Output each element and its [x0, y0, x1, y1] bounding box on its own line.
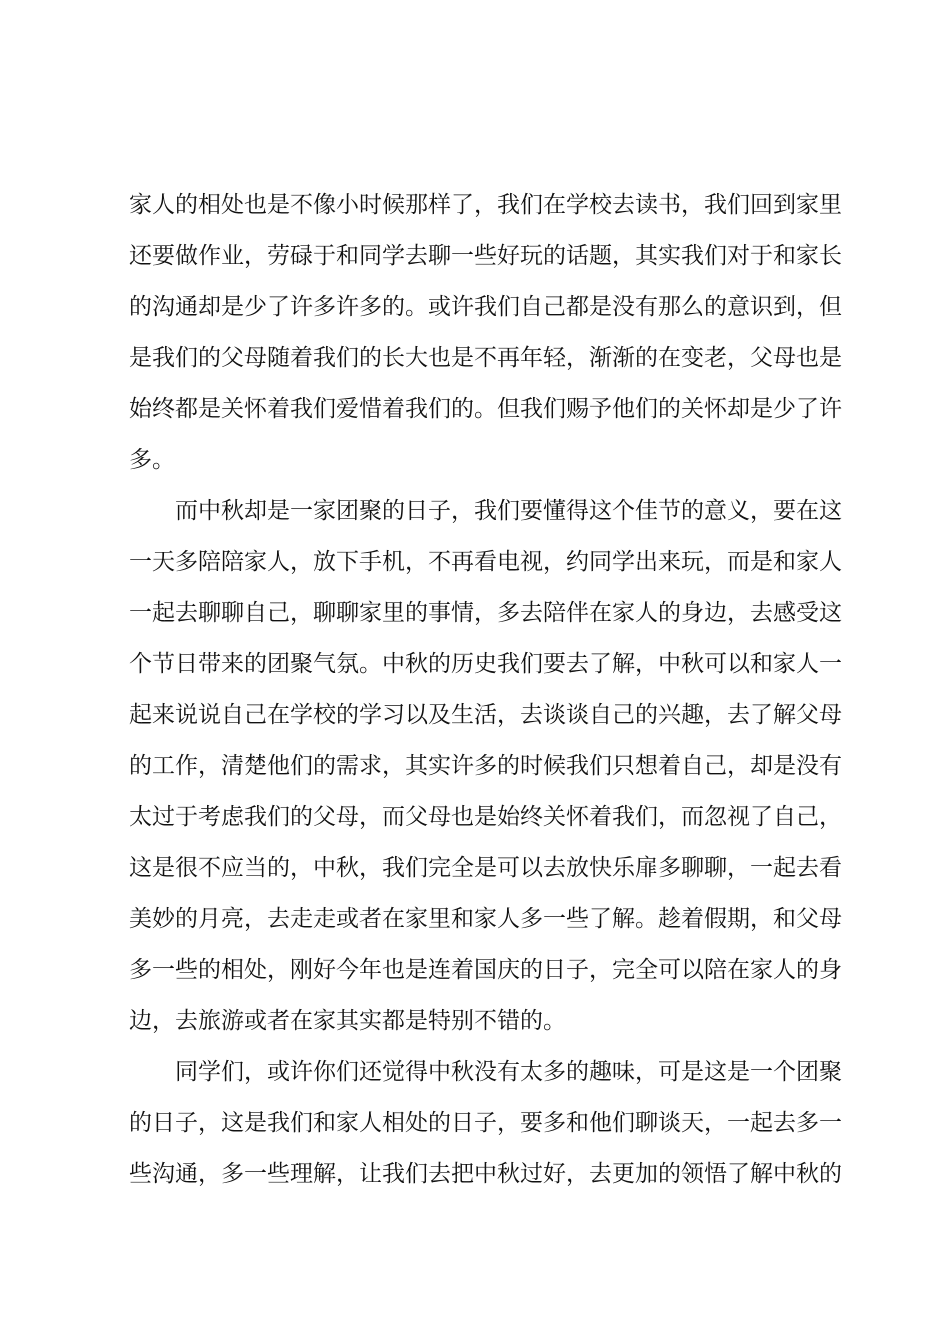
text-line: 的沟通却是少了许多许多的。或许我们自己都是没有那么的意识到，但: [129, 294, 842, 320]
text-line: 家人的相处也是不像小时候那样了，我们在学校去读书，我们回到家里: [129, 192, 842, 218]
text-line: 的日子，这是我们和家人相处的日子，要多和他们聊谈天，一起去多一: [129, 1110, 842, 1136]
text-line: 起来说说自己在学校的学习以及生活，去谈谈自己的兴趣，去了解父母: [129, 702, 842, 728]
paragraph-first-line: 而中秋却是一家团聚的日子，我们要懂得这个佳节的意义，要在这: [175, 498, 842, 524]
text-line: 这是很不应当的，中秋，我们完全是可以去放快乐扉多聊聊，一起去看: [129, 855, 842, 881]
text-line: 的工作，清楚他们的需求，其实许多的时候我们只想着自己，却是没有: [129, 753, 842, 779]
paragraph-first-line: 同学们，或许你们还觉得中秋没有太多的趣味，可是这是一个团聚: [175, 1059, 842, 1085]
text-line: 多。: [129, 447, 175, 473]
document-body: [129, 180, 842, 1200]
text-line: 些沟通，多一些理解，让我们去把中秋过好，去更加的领悟了解中秋的: [129, 1161, 842, 1187]
text-line: 还要做作业，劳碌于和同学去聊一些好玩的话题，其实我们对于和家长: [129, 243, 842, 269]
text-line: 始终都是关怀着我们爱惜着我们的。但我们赐予他们的关怀却是少了许: [129, 396, 842, 422]
text-line: 一天多陪陪家人，放下手机，不再看电视，约同学出来玩，而是和家人: [129, 549, 842, 575]
text-line: 多一些的相处，刚好今年也是连着国庆的日子，完全可以陪在家人的身: [129, 957, 842, 983]
text-line: 是我们的父母随着我们的长大也是不再年轻，渐渐的在变老，父母也是: [129, 345, 842, 371]
text-line: 一起去聊聊自己，聊聊家里的事情，多去陪伴在家人的身边，去感受这: [129, 600, 842, 626]
text-line: 美妙的月亮，去走走或者在家里和家人多一些了解。趁着假期，和父母: [129, 906, 842, 932]
text-line: 边，去旅游或者在家其实都是特别不错的。: [129, 1008, 566, 1034]
text-line: 个节日带来的团聚气氛。中秋的历史我们要去了解，中秋可以和家人一: [129, 651, 842, 677]
text-line: 太过于考虑我们的父母，而父母也是始终关怀着我们，而忽视了自己，: [129, 804, 842, 830]
